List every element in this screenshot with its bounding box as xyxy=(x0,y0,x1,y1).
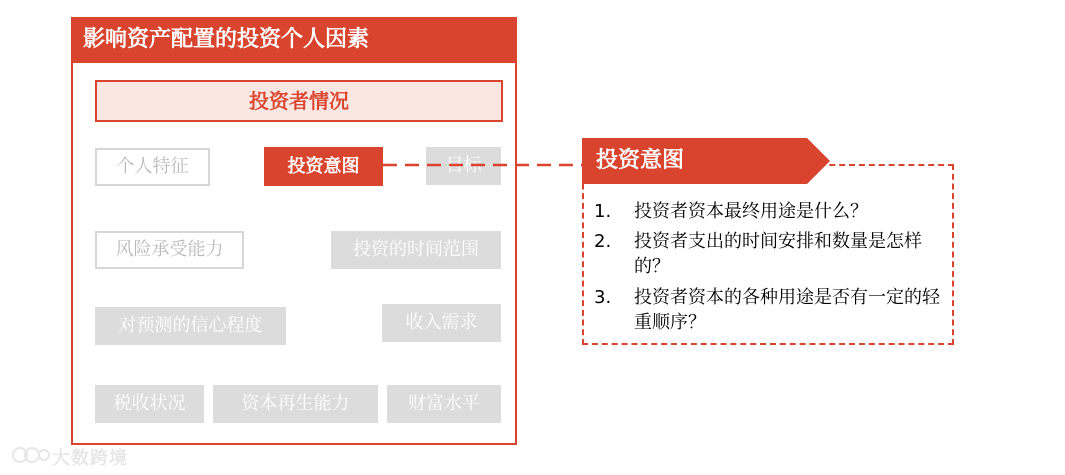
list-item-number: 2. xyxy=(594,231,612,252)
tag-income-needs[interactable]: 收入需求 xyxy=(382,304,501,342)
list-item-text: 投资者支出的时间安排和数量是怎样的？ xyxy=(634,231,922,277)
list-item-number: 1. xyxy=(594,201,612,222)
list-item xyxy=(594,285,954,335)
tag-wealth-level[interactable]: 财富水平 xyxy=(387,385,501,423)
connector-line xyxy=(383,155,583,175)
list-item-text: 投资者资本的各种用途是否有一定的轻重顺序？ xyxy=(634,287,940,333)
tag-personal-traits[interactable]: 个人特征 xyxy=(95,148,210,186)
tag-goals[interactable]: 目标 xyxy=(426,147,501,185)
tag-capital-regeneration[interactable]: 资本再生能力 xyxy=(213,385,378,423)
tag-time-horizon[interactable]: 投资的时间范围 xyxy=(331,231,501,269)
list-item xyxy=(594,229,954,279)
panel-title: 影响资产配置的投资个人因素 xyxy=(71,17,517,63)
tag-forecast-confidence[interactable]: 对预测的信心程度 xyxy=(95,307,286,345)
tag-tax-status[interactable]: 税收状况 xyxy=(95,385,204,423)
tag-investment-intent[interactable]: 投资意图 xyxy=(264,147,383,186)
list-item-number: 3. xyxy=(594,287,612,308)
watermark-logo-icon xyxy=(10,440,50,470)
tag-risk-tolerance[interactable]: 风险承受能力 xyxy=(95,231,244,269)
list-item-text: 投资者资本最终用途是什么？ xyxy=(634,201,868,222)
section-header: 投资者情况 xyxy=(95,80,503,122)
watermark-text: 大数跨境 xyxy=(52,448,128,469)
callout-title: 投资意图 xyxy=(596,148,685,173)
list-item xyxy=(594,199,954,224)
